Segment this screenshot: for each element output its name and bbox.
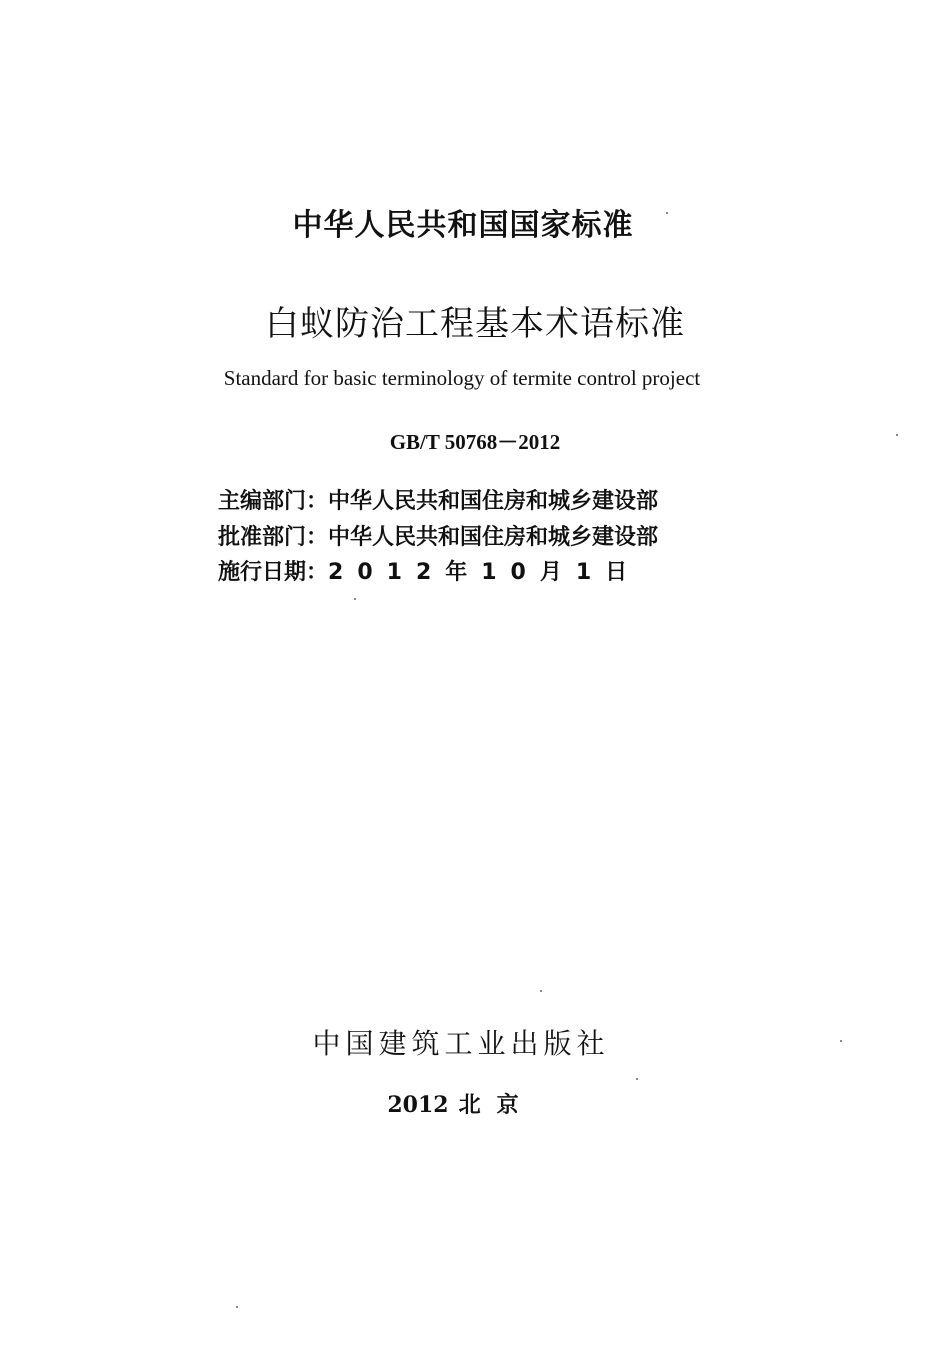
standard-title-chinese: 白蚁防治工程基本术语标准 — [265, 304, 685, 344]
publication-city: 北京 — [458, 1092, 535, 1118]
approver-department-label: 批准部门： — [218, 525, 329, 550]
effective-date-label: 施行日期： — [218, 560, 329, 585]
editor-department-value: 中华人民共和国住房和城乡建设部 — [328, 489, 659, 514]
scan-speck — [840, 1040, 842, 1042]
standard-title-english: Standard for basic terminology of termite control project — [223, 366, 701, 390]
scan-speck — [540, 990, 542, 992]
scan-speck — [636, 1078, 638, 1080]
scan-speck — [896, 434, 898, 436]
publication-line — [0, 1088, 936, 1119]
scan-speck — [236, 1306, 238, 1308]
publication-year: 2012 — [387, 1092, 449, 1118]
approver-department-row — [218, 520, 658, 551]
editor-department-label: 主编部门： — [218, 489, 329, 514]
effective-date-value: 2012年10月1日 — [328, 560, 642, 585]
effective-date-row — [218, 555, 641, 586]
scan-speck — [666, 212, 668, 214]
editor-department-row — [218, 484, 658, 515]
standard-code: GB/T 50768－2012 — [389, 430, 561, 454]
approver-department-value: 中华人民共和国住房和城乡建设部 — [328, 525, 659, 550]
publisher-name: 中国建筑工业出版社 — [312, 1027, 610, 1060]
scan-speck — [354, 598, 356, 600]
national-standard-heading: 中华人民共和国国家标准 — [292, 208, 634, 243]
